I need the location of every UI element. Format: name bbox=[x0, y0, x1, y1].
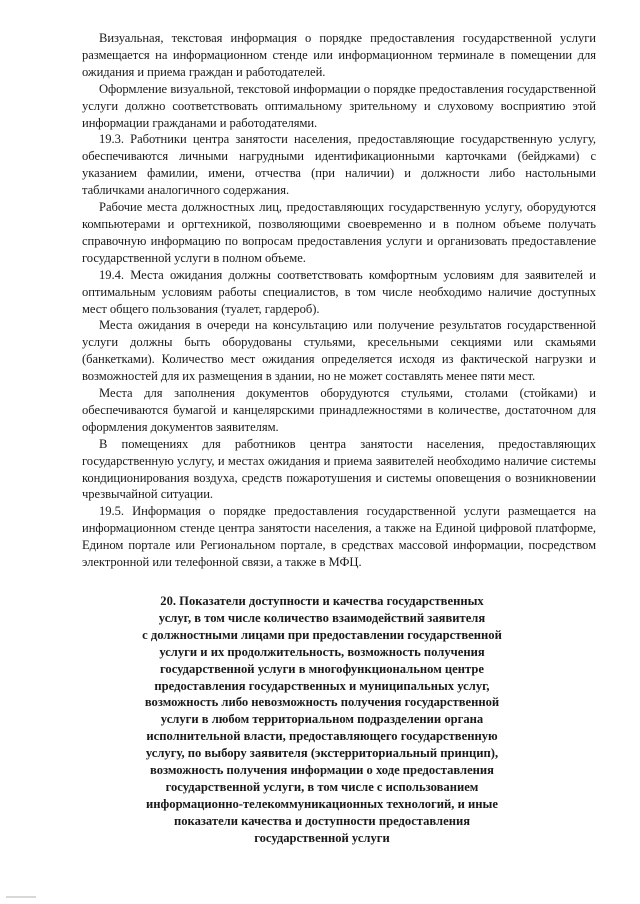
heading-line: услуги и их продолжительность, возможность получения bbox=[159, 644, 485, 659]
paragraph-19-3: 19.3. Работники центра занятости населения, предоставляющие государственную услугу, обеспечиваются личными нагрудными идентификационными карточками (бейджами) с указанием фамилии, имени, отчества (при наличии) и должности либо настольными табличками аналогичного содержания. bbox=[82, 132, 596, 198]
heading-line: государственной услуги bbox=[254, 830, 390, 845]
heading-line: возможность либо невозможность получения государственной bbox=[144, 695, 500, 710]
paragraph-19-5: 19.5. Информация о порядке предоставления государственной услуги размещается на информационном стенде центра занятости населения, а также на Единой цифровой платформе, Едином портале или Региональном портале, в средствах массовой информации, посредством электронной или телефонной связи, а также в МФЦ. bbox=[82, 504, 596, 570]
heading-line: государственной услуги в многофункциональном центре bbox=[160, 661, 484, 676]
document-body bbox=[82, 30, 596, 571]
paragraph-filling-places: Места для заполнения документов оборудуются стульями, столами (стойками) и обеспечиваются бумагой и канцелярскими принадлежностями в количестве, достаточном для оформления документов заявителям. bbox=[82, 386, 596, 434]
heading-line: услугу, по выбору заявителя (экстерриториальный принцип), bbox=[145, 746, 499, 761]
heading-line: информационно-телекоммуникационных технологий, и иные bbox=[146, 796, 498, 811]
heading-line: услуги в любом территориальном подразделении органа bbox=[160, 712, 484, 727]
heading-line: исполнительной власти, предоставляющего государственную bbox=[146, 729, 498, 744]
heading-line: с должностными лицами при предоставлении государственной bbox=[142, 627, 502, 642]
heading-line: возможность получения информации о ходе предоставления bbox=[149, 763, 494, 778]
paragraph-workplaces: Рабочие места должностных лиц, предоставляющих государственную услугу, оборудуются компьютерами и оргтехникой, позволяющими своевременно и в полном объеме получать справочную информацию по вопросам предоставления услуги и организовать предоставление государственной услуги в полном объеме. bbox=[82, 200, 596, 265]
paragraph-waiting-seats: Места ожидания в очереди на консультацию или получение результатов государственной услуги должны быть оборудованы стульями, кресельными секциями или скамьями (банкетками). Количество мест ожидания определяется исходя из фактической нагрузки и возможностей для их размещения в здании, но не может составлять менее пяти мест. bbox=[82, 318, 596, 384]
paragraph-19-4: 19.4. Места ожидания должны соответствовать комфортным условиям для заявителей и оптимальным условиям работы специалистов, в том числе необходимо наличие доступных мест общего пользования (туалет, гардероб). bbox=[82, 267, 596, 316]
heading-line: 20. Показатели доступности и качества государственных bbox=[160, 594, 484, 608]
heading-line: показатели качества и доступности предоставления bbox=[173, 813, 471, 828]
heading-line: услуг, в том числе количество взаимодействий заявителя bbox=[158, 610, 486, 625]
scan-edge-mark bbox=[6, 896, 36, 898]
section-20-heading bbox=[102, 593, 542, 847]
paragraph-visual-info: Визуальная, текстовая информация о порядке предоставления государственной услуги размещается на информационном стенде или информационном терминале в помещении для ожидания и приема граждан и работодателей. bbox=[82, 31, 596, 79]
paragraph-premises-systems: В помещениях для работников центра занятости населения, предоставляющих государственную услугу, и местах ожидания и приема заявителей необходимо наличие системы кондиционирования воздуха, средств пожаротушения и системы оповещения о возникновении чрезвычайной ситуации. bbox=[82, 436, 596, 502]
paragraph-visual-design: Оформление визуальной, текстовой информации о порядке предоставления государственной услуги должно соответствовать оптимальному зрительному и слуховому восприятию этой информации гражданами и работодателями. bbox=[82, 81, 596, 130]
heading-line: предоставления государственных и муниципальных услуг, bbox=[154, 678, 490, 693]
heading-line: государственной услуги, в том числе с использованием bbox=[165, 779, 479, 794]
